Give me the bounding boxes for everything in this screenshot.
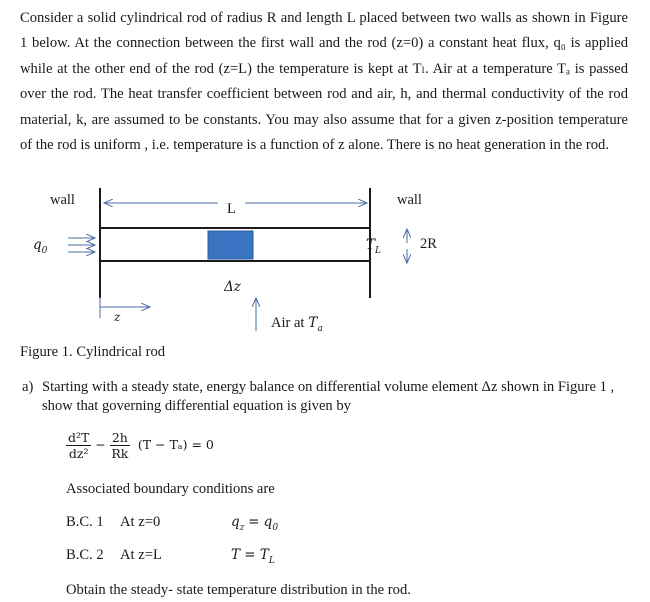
length-label: L: [227, 201, 236, 217]
coefficient-fraction: $\frac{2h}{Rk}$: [111, 430, 129, 461]
wall-right-label: wall: [397, 192, 422, 208]
part-a-text: Starting with a steady state, energy balance on differential volume element Δz shown in Figure 1 , show that governing differential equation is given by: [42, 379, 615, 414]
bc1-label: B.C. 1: [66, 514, 104, 530]
closing-instruction: Obtain the steady- state temperature distribution in the rod.: [66, 582, 411, 598]
element-label: Δz: [224, 279, 241, 295]
differential-element: [208, 231, 253, 259]
part-a-number: a): [22, 379, 34, 395]
problem-intro-paragraph: Consider a solid cylindrical rod of radius R and length L placed between two walls as shown in Figure 1 below. At the connection between the first wall and the rod (z=0) a constant heat flux, q₀ is applied while at the other end of the rod (z=L) the temperature is kept at Tₗ. Air at a temperature Tₐ is passed over the rod. The heat transfer coefficient between rod and air, h, and thermal conductivity of the rod material, k, are assumed to be constants. You may also assume that for a given z-position temperature of the rod is uniform , i.e. temperature is a function of z alone. There is no heat generation in the rod.: [20, 10, 628, 154]
figure-caption: Figure 1. Cylindrical rod: [20, 344, 166, 360]
diameter-label: 2R: [420, 236, 437, 252]
bc1-condition: $q_z = q_0$: [231, 514, 279, 533]
end-temperature-label: $T_L$: [366, 237, 381, 257]
boundary-conditions-intro: Associated boundary conditions are: [66, 481, 275, 497]
heat-flux-label: $q_0$: [33, 237, 48, 257]
z-axis-label: z: [114, 310, 121, 324]
wall-left-label: wall: [50, 192, 75, 208]
air-temperature-label: Air at $T_a$: [271, 315, 323, 335]
part-a-question: [22, 378, 628, 416]
second-derivative-fraction: $\frac{\text{d²T}}{\text{dz²}}$: [68, 430, 90, 461]
bc2-label: B.C. 2: [66, 547, 104, 563]
bc2-condition: $T = T_L$: [231, 547, 275, 566]
bc2-position: At z=L: [120, 547, 162, 563]
bc1-position: At z=0: [120, 514, 161, 530]
governing-equation: $\frac{\text{d²T}}{\text{dz²}}$ − $\frac{2h}{Rk}$ (T − Tₐ) = 0: [68, 430, 214, 461]
